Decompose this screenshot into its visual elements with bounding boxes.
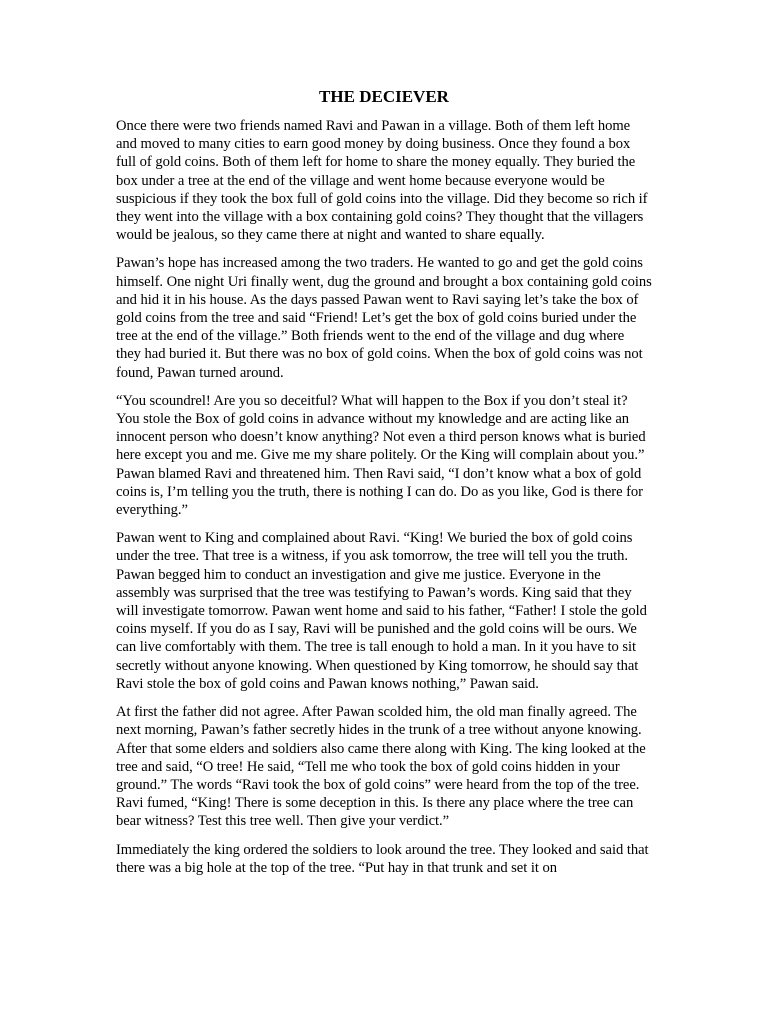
paragraph-4: Pawan went to King and complained about Ravi. “King! We buried the box of gold coins under the tree. That tree is a witness, if you ask tomorrow, the tree will tell you the truth. Pawan begged him to conduct an investigation and give me justice. Everyone in the assembly was surprised that the tree was testifying to Pawan’s words. King said that they will investigate tomorrow. Pawan went home and said to his father, “Father! I stole the gold coins myself. If you do as I say, Ravi will be punished and the gold coins will be ours. We can live comfortably with them. The tree is tall enough to hold a man. In it you have to sit secretly without anyone knowing. When questioned by King tomorrow, he should say that Ravi stole the box of gold coins and Pawan knows nothing,” Pawan said. — [116, 530, 647, 692]
document-title: THE DECIEVER — [319, 87, 449, 106]
document-page — [116, 86, 652, 1024]
paragraph-5: At first the father did not agree. After Pawan scolded him, the old man finally agreed. The next morning, Pawan’s father secretly hides in the trunk of a tree without anyone knowing. After that some elders and soldiers also came there along with King. The king looked at the tree and said, “O tree! He said, “Tell me who took the box of gold coins hidden in your ground.” The words “Ravi took the box of gold coins” were heard from the top of the tree. Ravi fumed, “King! There is some deception in this. Is there any place where the tree can bear witness? Test this tree well. Then give your verdict.” — [116, 704, 646, 830]
paragraph-6: Immediately the king ordered the soldiers to look around the tree. They looked and said that there was a big hole at the top of the tree. “Put hay in that trunk and set it on — [116, 841, 649, 876]
paragraph-2: Pawan’s hope has increased among the two traders. He wanted to go and get the gold coins himself. One night Uri finally went, dug the ground and brought a box containing gold coins and hid it in his house. As the days passed Pawan went to Ravi saying let’s take the box of gold coins from the tree and said “Friend! Let’s get the box of gold coins buried under the tree at the end of the village.” Both friends went to the end of the village and dug where they had buried it. But there was no box of gold coins. When the box of gold coins was not found, Pawan turned around. — [116, 255, 652, 381]
paragraph-3: “You scoundrel! Are you so deceitful? What will happen to the Box if you don’t steal it? You stole the Box of gold coins in advance without my knowledge and are acting like an innocent person who doesn’t know anything? Not even a third person knows what is buried here except you and me. Give me my share politely. Or the King will complain about you.” Pawan blamed Ravi and threatened him. Then Ravi said, “I don’t know what a box of gold coins is, I’m telling you the truth, there is nothing I can do. Do as you like, God is there for everything.” — [116, 392, 646, 519]
paragraph-1: Once there were two friends named Ravi and Pawan in a village. Both of them left home and moved to many cities to earn good money by doing business. Once they found a box full of gold coins. Both of them left for home to share the money equally. They buried the box under a tree at the end of the village and went home because everyone would be suspicious if they took the box full of gold coins into the village. Did they become so rich if they went into the village with a box containing gold coins? They thought that the villagers would be jealous, so they came there at night and wanted to share equally. — [116, 118, 648, 244]
